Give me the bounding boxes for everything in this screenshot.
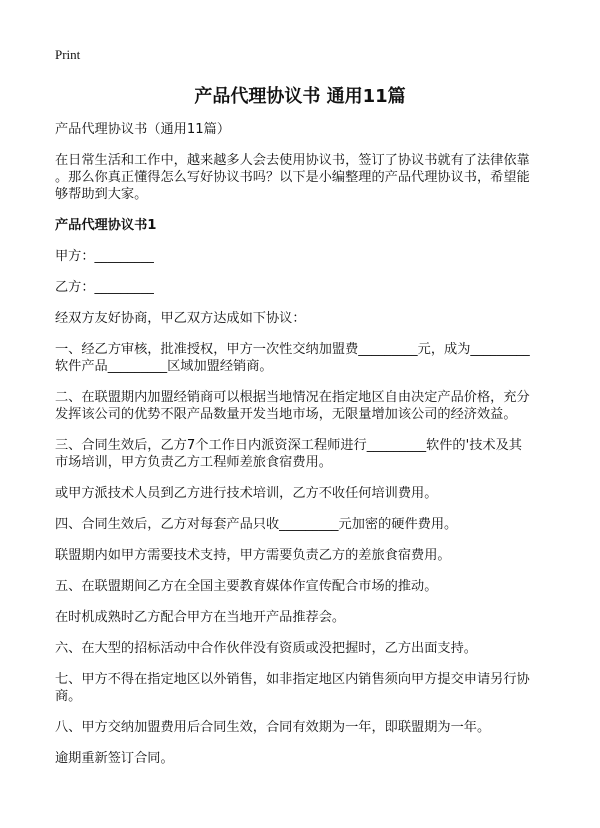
paragraph [55, 609, 555, 626]
paragraph [55, 437, 555, 471]
text-line: 七、甲方不得在指定地区以外销售，如非指定地区内销售须向甲方提交申请另行协 [55, 672, 530, 687]
paragraph [55, 279, 555, 296]
text-line: 经双方友好协商，甲乙双方达成如下协议： [55, 311, 306, 326]
text-line: 八、甲方交纳加盟费用后合同生效，合同有效期为一年，即联盟期为一年。 [55, 720, 491, 735]
paragraph [55, 310, 555, 327]
paragraph [55, 547, 555, 564]
text-line: 市场培训，甲方负责乙方工程师差旅食宿费用。 [55, 455, 332, 470]
text-line: 软件产品_________区域加盟经销商。 [55, 359, 273, 374]
paragraph [55, 341, 555, 375]
paragraph [55, 248, 555, 265]
text-line: 产品代理协议书1 [55, 218, 157, 233]
text-line: 五、在联盟期间乙方在全国主要教育媒体作宣传配合市场的推动。 [55, 579, 438, 594]
text-line: 商。 [55, 689, 82, 704]
paragraph [55, 719, 555, 736]
paragraph [55, 516, 555, 533]
text-line: 联盟期内如甲方需要技术支持，甲方需要负责乙方的差旅食宿费用。 [55, 548, 451, 563]
text-line: 产品代理协议书（通用11篇） [55, 122, 231, 137]
paragraph [55, 671, 555, 705]
print-link[interactable]: Print [55, 47, 81, 62]
paragraph [55, 485, 555, 502]
paragraph [55, 152, 555, 203]
paragraph [55, 578, 555, 595]
text-line: 够帮助到大家。 [55, 187, 148, 202]
paragraph [55, 640, 555, 657]
text-line: 六、在大型的招标活动中合作伙伴没有资质或没把握时，乙方出面支持。 [55, 641, 477, 656]
text-line: 。那么你真正懂得怎么写好协议书吗？以下是小编整理的产品代理协议书，希望能 [55, 170, 530, 185]
text-line: 逾期重新签订合同。 [55, 751, 174, 766]
text-line: 或甲方派技术人员到乙方进行技术培训，乙方不收任何培训费用。 [55, 486, 438, 501]
section-heading [55, 217, 555, 234]
text-line: 乙方：_________ [55, 280, 154, 295]
paragraph [55, 389, 555, 423]
paragraph [55, 750, 555, 767]
text-line: 在日常生活和工作中，越来越多人会去使用协议书，签订了协议书就有了法律依靠 [55, 153, 530, 168]
text-line: 在时机成熟时乙方配合甲方在当地开产品推荐会。 [55, 610, 346, 625]
text-line: 发挥该公司的优势不限产品数量开发当地市场，无限量增加该公司的经济效益。 [55, 407, 517, 422]
text-line: 二、在联盟期内加盟经销商可以根据当地情况在指定地区自由决定产品价格，充分 [55, 390, 530, 405]
document-title: 产品代理协议书 通用11篇 [194, 86, 406, 107]
text-line: 四、合同生效后，乙方对每套产品只收_________元加密的硬件费用。 [55, 517, 458, 532]
text-line: 一、经乙方审核，批准授权，甲方一次性交纳加盟费_________元，成为_________ [55, 342, 530, 357]
paragraph [55, 121, 555, 138]
document-body [55, 121, 555, 781]
text-line: 三、合同生效后，乙方7个工作日内派资深工程师进行_________软件的'技术及其 [55, 438, 522, 453]
text-line: 甲方：_________ [55, 249, 154, 264]
